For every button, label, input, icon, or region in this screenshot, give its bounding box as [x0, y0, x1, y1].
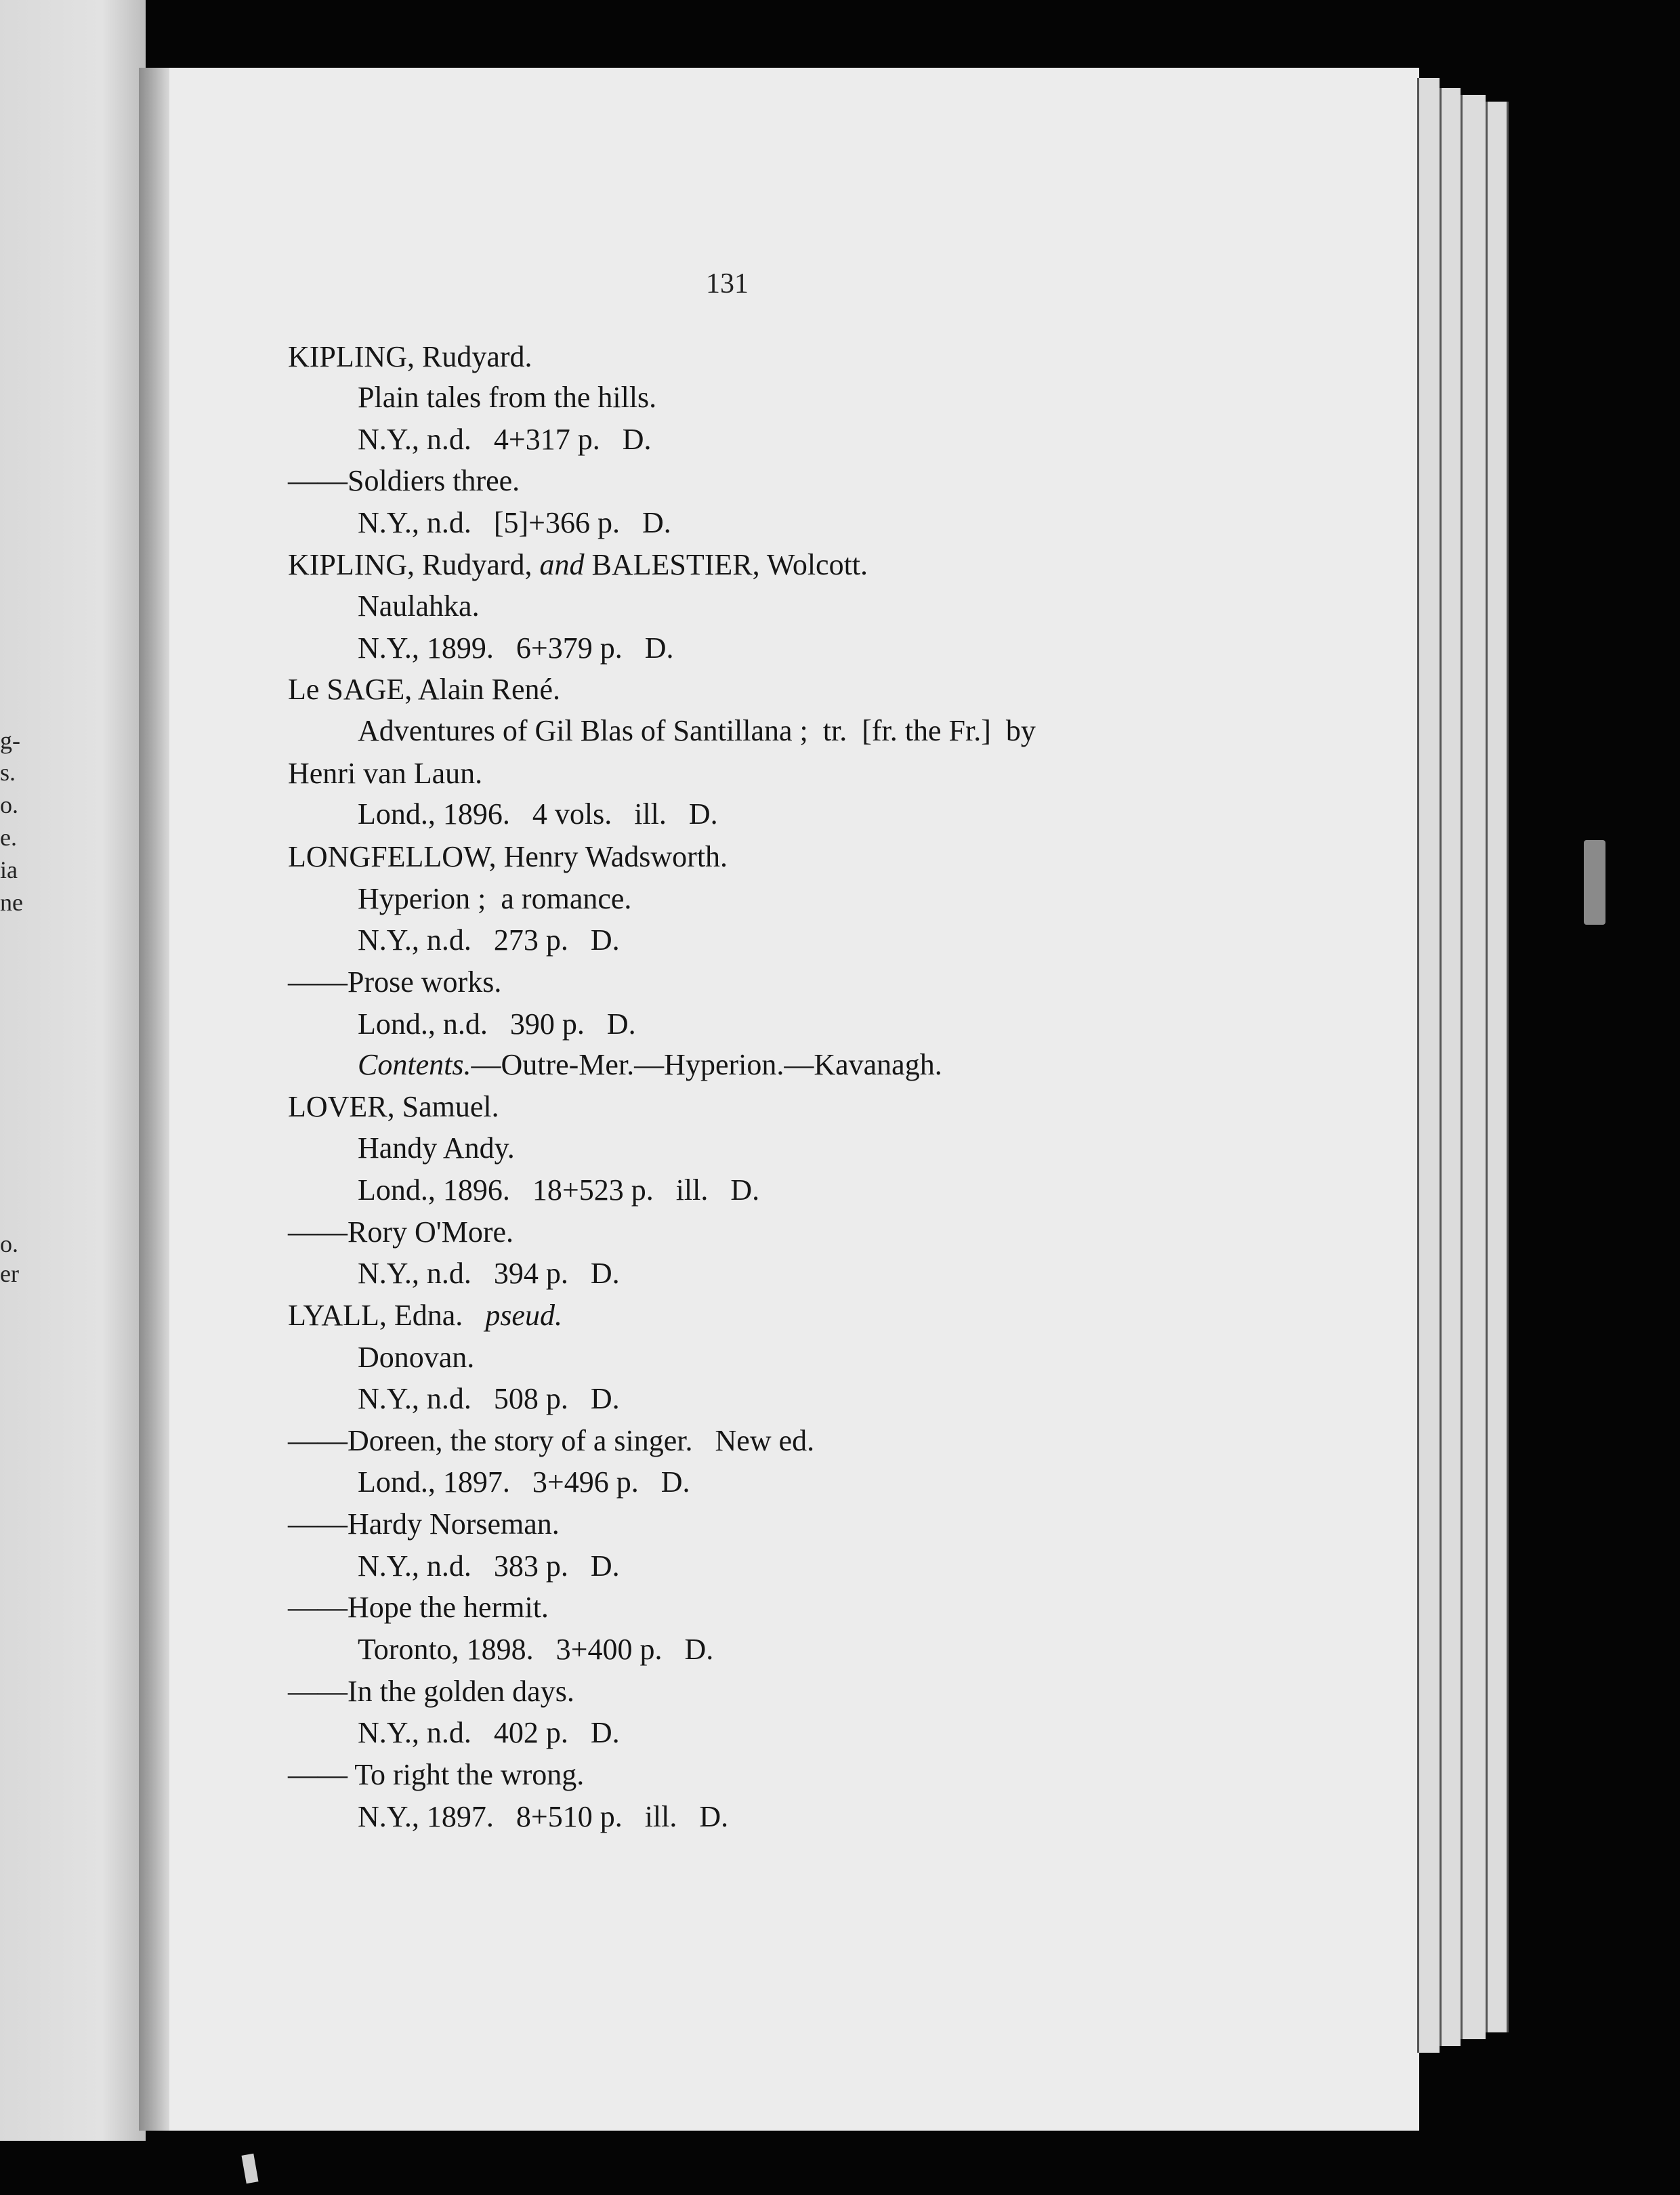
entry-line: N.Y., n.d. [5]+366 p. D. — [358, 506, 671, 539]
entry-line: Le SAGE, Alain René. — [288, 673, 561, 706]
entry-line: N.Y., n.d. 383 p. D. — [358, 1549, 620, 1583]
entry-line: N.Y., n.d. 402 p. D. — [358, 1716, 620, 1749]
margin-fragment: ia — [0, 856, 18, 883]
margin-fragment: er — [0, 1260, 19, 1287]
entry-line: Naulahka. — [358, 589, 480, 623]
entry-line: ——Rory O'More. — [288, 1215, 514, 1249]
entry-line: ——Soldiers three. — [288, 464, 520, 497]
entry-line: LOVER, Samuel. — [288, 1090, 499, 1123]
entry-line: LONGFELLOW, Henry Wadsworth. — [288, 840, 728, 873]
entry-text: LYALL, Edna. — [288, 1299, 486, 1332]
margin-fragment: g- — [0, 727, 20, 754]
entry-line: N.Y., 1899. 6+379 p. D. — [358, 631, 674, 665]
page-edge — [1486, 102, 1509, 2032]
entry-line: ——In the golden days. — [288, 1675, 574, 1708]
entry-line: Henri van Laun. — [288, 757, 483, 790]
margin-fragment: ne — [0, 889, 23, 916]
entry-line: ——Prose works. — [288, 965, 502, 999]
entry-line: N.Y., n.d. 508 p. D. — [358, 1382, 620, 1415]
entry-line: N.Y., n.d. 394 p. D. — [358, 1257, 620, 1290]
entry-line — [288, 550, 868, 580]
entry-italic-text: and — [539, 548, 585, 581]
entry-line: Handy Andy. — [358, 1131, 515, 1165]
entry-line: N.Y., n.d. 4+317 p. D. — [358, 423, 652, 456]
entry-text: BALESTIER, Wolcott. — [584, 548, 868, 581]
entry-line: Adventures of Gil Blas of Santillana ; tr. [fr. the Fr.] by — [358, 714, 1036, 747]
entry-line: Lond., 1896. 18+523 p. ill. D. — [358, 1173, 760, 1207]
page-number: 131 — [706, 268, 749, 299]
entry-line — [358, 1050, 942, 1080]
book-gutter — [139, 68, 169, 2131]
entry-line: Donovan. — [358, 1341, 475, 1374]
entry-italic-text: pseud. — [485, 1299, 562, 1332]
entry-text: KIPLING, Rudyard, — [288, 548, 540, 581]
entry-line: Plain tales from the hills. — [358, 381, 657, 414]
margin-fragment: e. — [0, 824, 17, 851]
margin-fragment: o. — [0, 1230, 18, 1257]
entry-line: ——Hope the hermit. — [288, 1591, 549, 1624]
entry-italic-text: Contents. — [358, 1048, 471, 1081]
margin-fragment: o. — [0, 791, 18, 818]
entry-text: —Outre-Mer.—Hyperion.—Kavanagh. — [471, 1048, 942, 1081]
page-tab-marker — [1584, 840, 1605, 925]
entry-line — [288, 1301, 562, 1331]
entry-line: Toronto, 1898. 3+400 p. D. — [358, 1633, 714, 1666]
page-edge — [1417, 78, 1440, 2053]
entry-line: Hyperion ; a romance. — [358, 882, 632, 915]
margin-fragment: s. — [0, 759, 16, 786]
entry-line: ——Doreen, the story of a singer. New ed. — [288, 1424, 815, 1457]
previous-page-edge — [0, 0, 146, 2141]
entry-line: Lond., 1896. 4 vols. ill. D. — [358, 797, 718, 831]
entry-line: —— To right the wrong. — [288, 1758, 585, 1791]
page-edge — [1440, 88, 1461, 2046]
scan-artifact — [241, 2154, 258, 2183]
entry-line: KIPLING, Rudyard. — [288, 340, 532, 373]
entry-line: N.Y., 1897. 8+510 p. ill. D. — [358, 1800, 729, 1833]
entry-line: Lond., 1897. 3+496 p. D. — [358, 1465, 690, 1499]
page-edge — [1461, 95, 1486, 2039]
entry-line: Lond., n.d. 390 p. D. — [358, 1007, 636, 1041]
entry-line: N.Y., n.d. 273 p. D. — [358, 923, 620, 957]
entry-line: ——Hardy Norseman. — [288, 1507, 560, 1541]
